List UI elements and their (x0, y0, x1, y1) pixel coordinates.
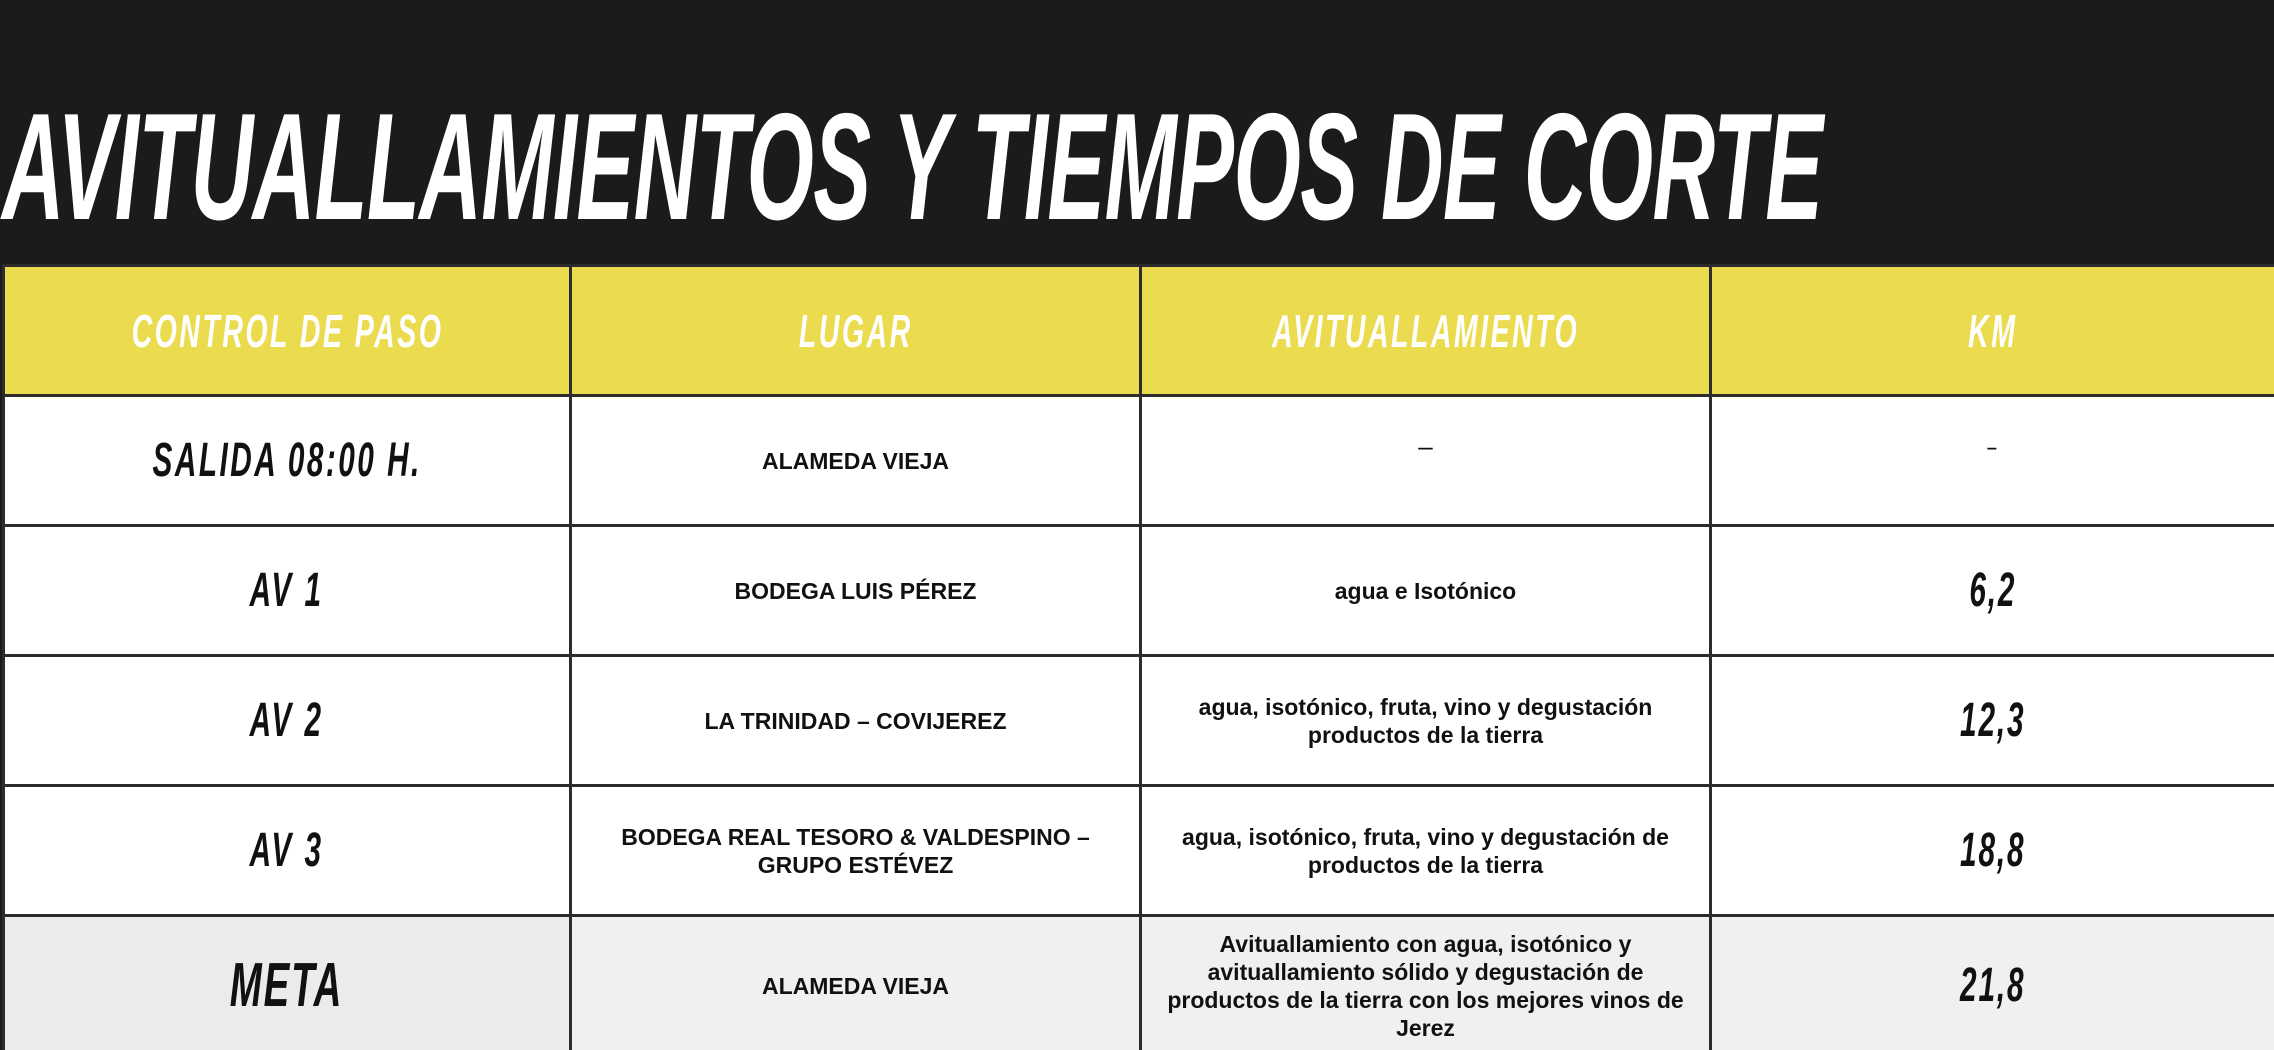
place-cell (571, 656, 1141, 786)
table-row-finish (4, 916, 2274, 1050)
supply-cell (1141, 656, 1711, 786)
page-title: AVITUALLAMIENTOS Y TIEMPOS DE CORTE (2, 82, 1823, 252)
control-cell (4, 656, 571, 786)
control-label: AV 3 (250, 824, 324, 877)
supply-label: – (1418, 431, 1433, 461)
table-row-av2 (4, 656, 2274, 786)
supply-cell (1141, 526, 1711, 656)
place-label: LA TRINIDAD – COVIJEREZ (704, 707, 1007, 734)
place-cell (571, 786, 1141, 916)
header-row (4, 266, 2274, 396)
control-label: AV 2 (250, 694, 324, 747)
header-supply (1141, 266, 1711, 396)
place-cell (571, 916, 1141, 1050)
km-cell (1711, 786, 2274, 916)
supply-cell (1141, 916, 1711, 1050)
km-cell (1711, 916, 2274, 1050)
control-cell (4, 396, 571, 526)
place-label: BODEGA REAL TESORO & VALDESPINO – GRUPO ESTÉVEZ (621, 823, 1090, 878)
supply-label: agua e Isotónico (1334, 577, 1517, 604)
header-place (571, 266, 1141, 396)
table-row-av1 (4, 526, 2274, 656)
header-place-label: LUGAR (798, 304, 913, 357)
supply-cell (1141, 396, 1711, 526)
header-km (1711, 266, 2274, 396)
supply-label: agua, isotónico, fruta, vino y degustación de productos de la tierra (1182, 823, 1669, 878)
table-header (4, 266, 2274, 396)
supply-cell (1141, 786, 1711, 916)
place-cell (571, 526, 1141, 656)
place-cell (571, 396, 1141, 526)
header-control-label: CONTROL DE PASO (131, 304, 443, 357)
header-control (4, 266, 571, 396)
place-label: ALAMEDA VIEJA (762, 447, 949, 474)
header-km-label: KM (1968, 304, 2018, 357)
km-label: 21,8 (1960, 959, 2026, 1012)
aid-stations-table (2, 264, 2274, 1050)
control-cell (4, 526, 571, 656)
km-label: 12,3 (1960, 694, 2026, 747)
table-row-start (4, 396, 2274, 526)
km-cell (1711, 526, 2274, 656)
supply-label: Avituallamiento con agua, isotónico y avituallamiento sólido y degustación de productos de la tierra con los mejores vinos de Jerez (1167, 930, 1684, 1041)
supply-label: agua, isotónico, fruta, vino y degustación productos de la tierra (1198, 693, 1653, 748)
header-supply-label: AVITUALLAMIENTO (1271, 304, 1580, 357)
km-label: 6,2 (1969, 564, 2017, 617)
km-label: – (1987, 431, 1999, 461)
control-label: SALIDA 08:00 H. (152, 434, 422, 487)
place-label: ALAMEDA VIEJA (762, 972, 949, 999)
place-label: BODEGA LUIS PÉREZ (734, 577, 977, 604)
km-label: 18,8 (1960, 824, 2026, 877)
control-cell (4, 916, 571, 1050)
control-label: AV 1 (250, 564, 324, 617)
table-body (4, 396, 2274, 1050)
table-row-av3 (4, 786, 2274, 916)
control-label: META (230, 951, 344, 1020)
km-cell (1711, 396, 2274, 526)
control-cell (4, 786, 571, 916)
km-cell (1711, 656, 2274, 786)
